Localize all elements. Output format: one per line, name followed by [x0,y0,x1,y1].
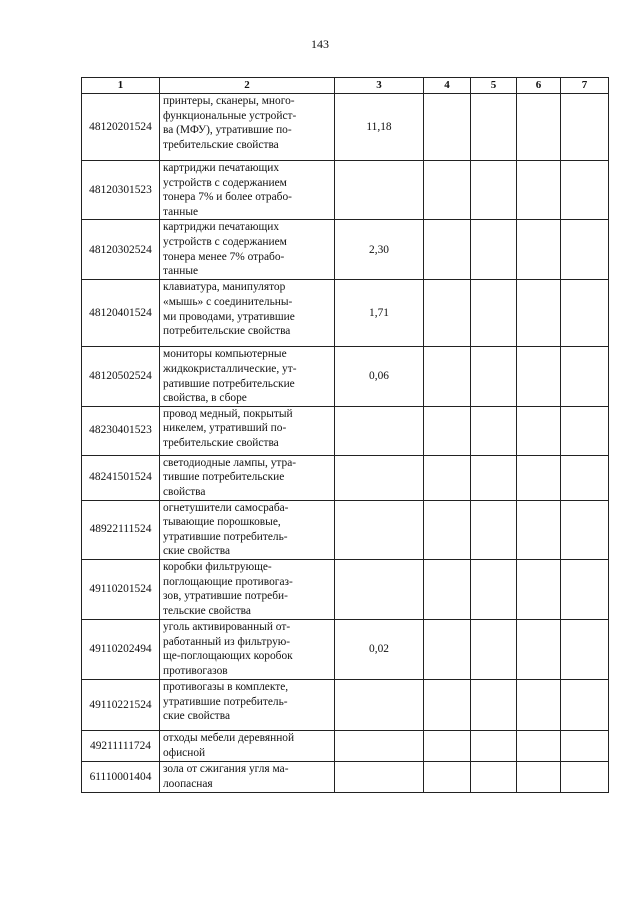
empty-cell-col-7 [561,455,609,500]
waste-name-cell: провод медный, покрытый никелем, утративший по- требительские свойства [160,406,335,455]
quantity-cell [335,161,424,220]
page-number: 143 [311,37,329,51]
waste-code-cell: 49110221524 [82,679,160,730]
empty-cell-col-5 [471,161,517,220]
empty-cell-col-4 [424,500,471,559]
empty-cell-col-4 [424,619,471,679]
empty-cell-col-4 [424,730,471,761]
empty-cell-col-4 [424,347,471,406]
empty-cell-col-4 [424,455,471,500]
empty-cell-col-4 [424,220,471,280]
waste-code-cell: 48120502524 [82,347,160,406]
waste-name-cell: зола от сжигания угля ма- лоопасная [160,761,335,792]
quantity-cell [335,730,424,761]
empty-cell-col-7 [561,220,609,280]
waste-code-cell: 48120302524 [82,220,160,280]
waste-code-cell: 48120301523 [82,161,160,220]
waste-code-cell: 48922111524 [82,500,160,559]
empty-cell-col-6 [517,730,561,761]
empty-cell-col-7 [561,679,609,730]
empty-cell-col-7 [561,619,609,679]
empty-cell-col-6 [517,94,561,161]
empty-cell-col-6 [517,406,561,455]
empty-cell-col-5 [471,679,517,730]
table-body [82,94,609,793]
table-row [82,761,609,792]
empty-cell-col-6 [517,619,561,679]
empty-cell-col-7 [561,730,609,761]
waste-name-cell: противогазы в комплекте, утратившие потребитель- ские свойства [160,679,335,730]
empty-cell-col-7 [561,280,609,347]
empty-cell-col-5 [471,730,517,761]
table-row [82,455,609,500]
waste-name-cell: картриджи печатающих устройств с содержанием тонера менее 7% отрабо- танные [160,220,335,280]
empty-cell-col-6 [517,347,561,406]
empty-cell-col-6 [517,761,561,792]
empty-cell-col-4 [424,161,471,220]
empty-cell-col-5 [471,559,517,619]
empty-cell-col-7 [561,500,609,559]
quantity-cell [335,455,424,500]
waste-name-cell: принтеры, сканеры, много- функциональные устройст- ва (МФУ), утратившие по- требительские свойства [160,94,335,161]
empty-cell-col-7 [561,761,609,792]
empty-cell-col-5 [471,280,517,347]
waste-name-cell: коробки фильтрующе- поглощающие противогаз- зов, утратившие потреби- тельские свойства [160,559,335,619]
column-header-4: 4 [424,78,471,94]
quantity-cell: 11,18 [335,94,424,161]
empty-cell-col-4 [424,94,471,161]
empty-cell-col-4 [424,761,471,792]
quantity-cell [335,559,424,619]
table-row [82,500,609,559]
waste-name-cell: отходы мебели деревянной офисной [160,730,335,761]
table-row [82,679,609,730]
waste-code-cell: 48120201524 [82,94,160,161]
column-header-7: 7 [561,78,609,94]
waste-name-cell: уголь активированный от- работанный из фильтрую- ще-поглощающих коробок противогазов [160,619,335,679]
empty-cell-col-4 [424,559,471,619]
empty-cell-col-5 [471,761,517,792]
column-header-6: 6 [517,78,561,94]
column-header-3: 3 [335,78,424,94]
column-header-1: 1 [82,78,160,94]
empty-cell-col-7 [561,559,609,619]
column-header-2: 2 [160,78,335,94]
waste-code-cell: 48230401523 [82,406,160,455]
empty-cell-col-5 [471,94,517,161]
waste-code-cell: 48120401524 [82,280,160,347]
waste-code-cell: 49110202494 [82,619,160,679]
quantity-cell: 0,06 [335,347,424,406]
empty-cell-col-6 [517,280,561,347]
table-row [82,280,609,347]
table-row [82,619,609,679]
table-row [82,94,609,161]
empty-cell-col-4 [424,406,471,455]
waste-name-cell: мониторы компьютерные жидкокристаллические, ут- ратившие потребительские свойства, в сборе [160,347,335,406]
empty-cell-col-7 [561,94,609,161]
empty-cell-col-5 [471,406,517,455]
empty-cell-col-4 [424,280,471,347]
empty-cell-col-5 [471,619,517,679]
waste-name-cell: светодиодные лампы, утра- тившие потребительские свойства [160,455,335,500]
table-row [82,220,609,280]
waste-code-cell: 49211111724 [82,730,160,761]
quantity-cell [335,406,424,455]
waste-code-cell: 48241501524 [82,455,160,500]
quantity-cell: 1,71 [335,280,424,347]
quantity-cell [335,500,424,559]
table-row [82,347,609,406]
table-row [82,559,609,619]
waste-code-cell: 61110001404 [82,761,160,792]
empty-cell-col-6 [517,500,561,559]
table-row [82,730,609,761]
empty-cell-col-6 [517,455,561,500]
waste-name-cell: огнетушители самосраба- тывающие порошковые, утратившие потребитель- ские свойства [160,500,335,559]
quantity-cell [335,761,424,792]
empty-cell-col-6 [517,220,561,280]
waste-name-cell: клавиатура, манипулятор «мышь» с соединительны- ми проводами, утратившие потребительские свойства [160,280,335,347]
header-row [82,78,609,94]
empty-cell-col-5 [471,500,517,559]
empty-cell-col-6 [517,559,561,619]
waste-table [81,77,609,793]
quantity-cell [335,679,424,730]
empty-cell-col-6 [517,679,561,730]
table-row [82,161,609,220]
empty-cell-col-7 [561,347,609,406]
empty-cell-col-4 [424,679,471,730]
quantity-cell: 0,02 [335,619,424,679]
column-header-5: 5 [471,78,517,94]
empty-cell-col-5 [471,455,517,500]
empty-cell-col-7 [561,406,609,455]
waste-name-cell: картриджи печатающих устройств с содержанием тонера 7% и более отрабо- танные [160,161,335,220]
empty-cell-col-6 [517,161,561,220]
empty-cell-col-5 [471,347,517,406]
quantity-cell: 2,30 [335,220,424,280]
table-row [82,406,609,455]
waste-code-cell: 49110201524 [82,559,160,619]
empty-cell-col-7 [561,161,609,220]
empty-cell-col-5 [471,220,517,280]
